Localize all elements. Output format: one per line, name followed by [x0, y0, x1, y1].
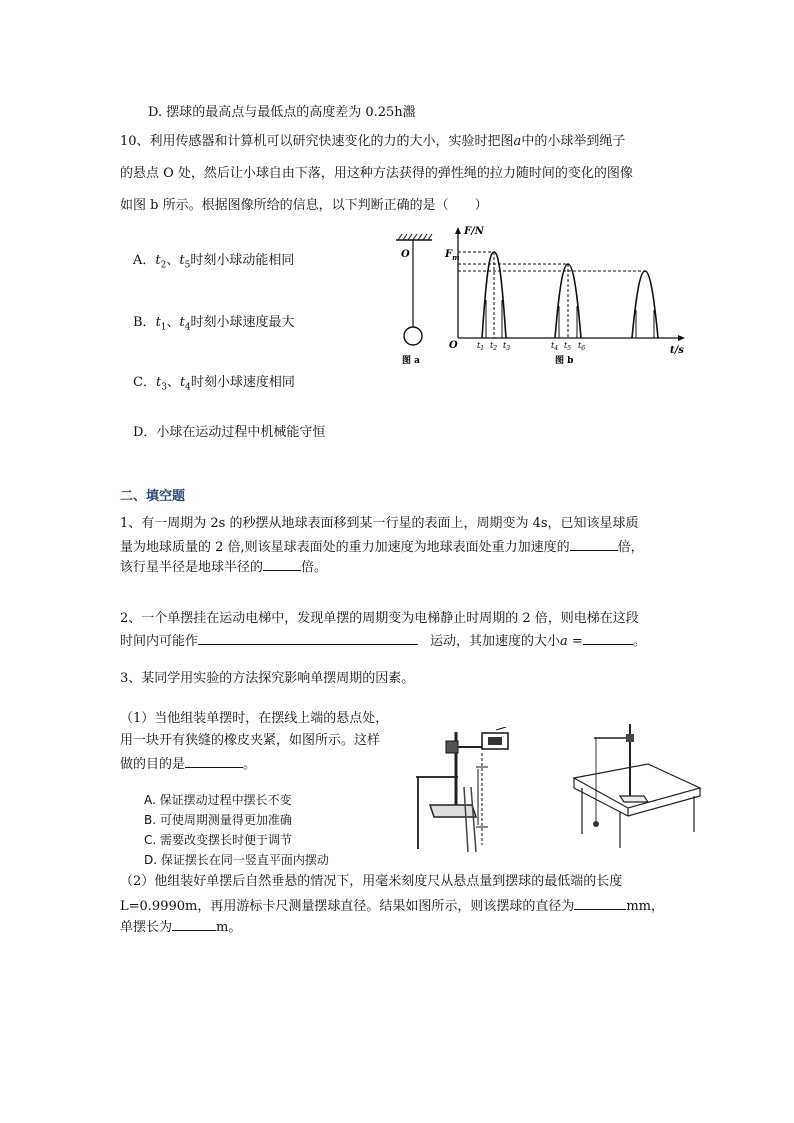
- fill-q3-part2-line3: 单摆长为 m。: [120, 916, 241, 937]
- q9-option-d: D. 摆球的最高点与最低点的高度差为 0.25h瀊: [148, 105, 416, 120]
- fill-q2-line1: 2、一个单摆挂在运动电梯中，发现单摆的周期变为电梯静止时周期的 2 倍，则电梯在这段: [120, 611, 639, 626]
- fill-q3-intro: 3、某同学用实验的方法探究影响单摆周期的因素。: [120, 671, 415, 686]
- tick-t5: $t_5$: [564, 341, 572, 352]
- pivot-label: O: [401, 249, 410, 260]
- fill-q3-option-d: D. 保证摆长在同一竖直平面内摆动: [144, 853, 329, 867]
- fill-q1-line2: 量为地球质量的 2 倍,则该星球表面处的重力加速度为地球表面处重力加速度的 倍，: [120, 536, 644, 557]
- fill-q3-part2-line1: （2）他组装好单摆后自然垂悬的情况下，用毫米刻度尺从悬点量到摆球的最低端的长度: [120, 874, 623, 889]
- origin-label: O: [449, 340, 458, 351]
- fill-q3-part2-line2: L=0.9990m，再用游标卡尺测量摆球直径。结果如图所示，则该摆球的直径为 mm，: [120, 895, 664, 916]
- q10-stem-line2: 的悬点 O 处，然后让小球自由下落，用这种方法获得的弹性绳的拉力随时间的变化的图像: [120, 166, 633, 181]
- tick-t3: $t_3$: [503, 341, 511, 352]
- x-axis-label: t/s: [670, 345, 684, 356]
- q10-option-b: B．$t_1$、$t_4$时刻小球速度最大: [133, 315, 295, 333]
- figure-b-caption: 图 b: [555, 356, 574, 366]
- fill-q1-blank-1[interactable]: [570, 536, 618, 551]
- fill-q1-line3: 该行星半径是地球半径的 倍。: [120, 556, 327, 577]
- fill-q3-blank-diameter[interactable]: [574, 895, 626, 910]
- y-axis-label: F/N: [464, 226, 484, 237]
- fill-q3-part1-line3: 做的目的是 。: [120, 753, 256, 774]
- pendulum-table-figure: [568, 716, 708, 851]
- figure-b-force-time-graph: [440, 220, 700, 380]
- figure-a-caption: 图 a: [402, 356, 420, 366]
- fill-q3-blank-purpose[interactable]: [185, 753, 243, 768]
- x-axis-arrow-icon: [678, 335, 685, 341]
- clamp-setup-figure: [416, 727, 536, 852]
- section-title: 二、填空题: [120, 489, 186, 504]
- ceiling-hatch: [398, 234, 432, 240]
- tick-t6: $t_6$: [578, 341, 586, 352]
- tick-t1: $t_1$: [477, 341, 485, 352]
- q10-option-a: A．$t_2$、$t_5$时刻小球动能相同: [133, 253, 295, 271]
- pendulum-ball: [404, 327, 422, 345]
- fill-q3-part1-line2: 用一块开有狭缝的橡皮夹紧，如图所示。这样: [120, 733, 381, 748]
- y-axis-arrow-icon: [455, 227, 461, 234]
- q10-stem-line3: 如图 b 所示。根据图像所给的信息，以下判断正确的是（ ）: [120, 198, 488, 213]
- fm-label: $F_m$: [445, 249, 460, 262]
- figure-a-pendulum: [392, 230, 442, 370]
- fill-q3-option-b: B. 可使周期测量得更加准确: [144, 813, 292, 827]
- tick-t2: $t_2$: [490, 341, 498, 352]
- q10-option-c: C．$t_3$、$t_4$时刻小球速度相同: [133, 375, 295, 393]
- q10-option-d: D．小球在运动过程中机械能守恒: [133, 425, 326, 440]
- q10-stem-line1: 10、利用传感器和计算机可以研究快速变化的力的大小，实验时把图a中的小球举到绳子: [120, 134, 626, 149]
- fill-q1-blank-2[interactable]: [263, 556, 301, 571]
- fill-q2-blank-motion[interactable]: [198, 630, 418, 645]
- tick-t4: $t_4$: [551, 341, 559, 352]
- fill-q3-part1-line1: （1）当他组装单摆时，在摆线上端的悬点处，: [120, 711, 389, 726]
- fill-q3-option-a: A. 保证摆动过程中摆长不变: [144, 793, 292, 807]
- stand-base: [430, 805, 476, 817]
- fill-q2-blank-accel[interactable]: [583, 630, 633, 645]
- fill-q3-blank-length[interactable]: [172, 916, 216, 931]
- fill-q3-option-c: C. 需要改变摆长时便于调节: [144, 833, 293, 847]
- fill-q2-line2: 时间内可能作 运动，其加速度的大小a = 。: [120, 630, 646, 651]
- pendulum-ball: [593, 821, 599, 827]
- fill-q1-line1: 1、有一周期为 2s 的秒摆从地球表面移到某一行星的表面上，周期变为 4s，已知该星球质: [120, 516, 639, 531]
- stand-base: [620, 796, 648, 802]
